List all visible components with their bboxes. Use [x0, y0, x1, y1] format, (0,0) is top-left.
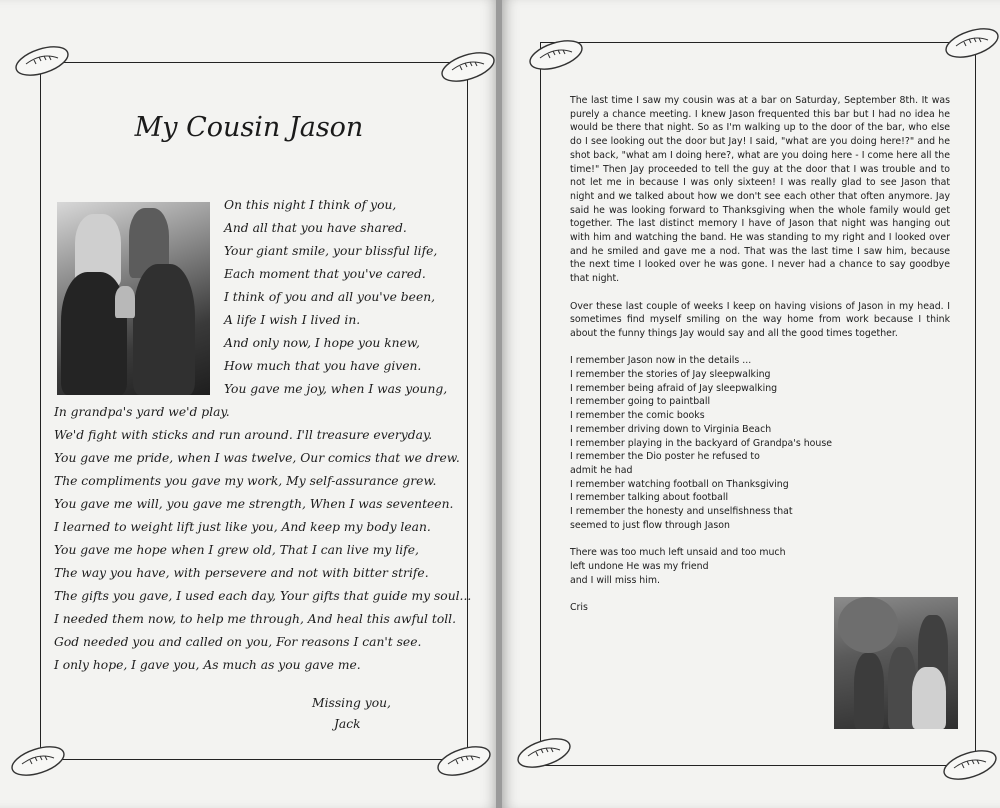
football-icon	[8, 744, 68, 778]
poem-line: Each moment that you've cared.	[224, 267, 426, 281]
tribute-text	[570, 94, 950, 615]
poem-line: A life I wish I lived in.	[224, 313, 361, 327]
closing-line: left undone He was my friend	[570, 560, 709, 572]
poem-line: The gifts you gave, I used each day, Your gifts that guide my soul...	[54, 589, 472, 603]
list-item: I remember talking about football	[570, 492, 729, 504]
family-photo	[57, 202, 210, 395]
poem-line: I think of you and all you've been,	[224, 290, 436, 304]
poem-line: In grandpa's yard we'd play.	[54, 405, 230, 419]
list-item: I remember going to paintball	[570, 396, 711, 408]
group-photo	[834, 597, 958, 729]
memory-list	[570, 354, 950, 532]
poem-line: I learned to weight lift just like you, And keep my body lean.	[54, 520, 431, 534]
paragraph: Over these last couple of weeks I keep on having visions of Jason in my head. I sometimes find myself smiling on the way home from work because I think about the funny things Jay would say and all the good times together.	[570, 300, 950, 339]
page-title: My Cousin Jason	[134, 112, 364, 143]
football-icon	[12, 44, 72, 78]
football-icon	[438, 50, 498, 84]
poem-line: And only now, I hope you knew,	[224, 336, 420, 350]
left-page	[0, 0, 498, 808]
poem-line: God needed you and called on you, For reasons I can't see.	[54, 635, 422, 649]
closing-line: and I will miss him.	[570, 574, 660, 586]
poem-line: And all that you have shared.	[224, 221, 407, 235]
football-icon	[434, 744, 494, 778]
football-icon	[940, 748, 1000, 782]
poem-line: We'd fight with sticks and run around. I'll treasure everyday.	[54, 428, 433, 442]
list-item: I remember playing in the backyard of Grandpa's house	[570, 437, 833, 449]
poem-line: You gave me pride, when I was twelve, Our comics that we drew.	[54, 451, 460, 465]
poem-line: The compliments you gave my work, My self-assurance grew.	[54, 474, 437, 488]
poem-line: The way you have, with persevere and not with bitter strife.	[54, 566, 429, 580]
list-item: I remember driving down to Virginia Beach	[570, 423, 772, 435]
signoff-name: Jack	[334, 717, 361, 731]
closing	[570, 546, 950, 587]
list-item: I remember the Dio poster he refused to	[570, 451, 760, 463]
list-item: I remember watching football on Thanksgiving	[570, 478, 789, 490]
list-item: I remember the stories of Jay sleepwalking	[570, 369, 771, 381]
football-icon	[526, 38, 586, 72]
list-item: admit he had	[570, 464, 633, 476]
poem-line: You gave me will, you gave me strength, When I was seventeen.	[54, 497, 454, 511]
signature: Cris	[570, 601, 588, 613]
list-item: I remember being afraid of Jay sleepwalking	[570, 382, 778, 394]
list-item: I remember the comic books	[570, 410, 705, 422]
list-item: seemed to just flow through Jason	[570, 519, 730, 531]
football-icon	[942, 26, 1000, 60]
football-icon	[514, 736, 574, 770]
list-item: I remember the honesty and unselfishness that	[570, 506, 793, 518]
poem-line: I only hope, I gave you, As much as you gave me.	[54, 658, 361, 672]
closing-line: There was too much left unsaid and too much	[570, 547, 786, 559]
poem-line: Your giant smile, your blissful life,	[224, 244, 438, 258]
paragraph: The last time I saw my cousin was at a bar on Saturday, September 8th. It was purely a chance meeting. I knew Jason frequented this bar but I had no idea he would be there that night. So as I'm walking up to the door of the bar, who else do I see looking out the door but Jay! I said, "what are you doing here!?" and he shot back, "what am I doing here?, what are you doing here - I come here all the time!" Then Jay proceeded to tell the guy at the door that I was trouble and to not let me in because I was only sixteen! I was really glad to see Jason that night and we talked about how we don't see each other that often anymore. Jay said he was looking forward to Thanksgiving when the whole family would get together. The last distinct memory I have of Jason that night was hanging out with him and watching the band. He was standing to my right and I looked over and he smiled and gave me a nod. That was the last time I saw him, because the next time I looked over he was gone. I never had a chance to say goodbye that night.	[570, 95, 950, 285]
poem-line: On this night I think of you,	[224, 198, 397, 212]
poem-line: I needed them now, to help me through, And heal this awful toll.	[54, 612, 457, 626]
list-item: I remember Jason now in the details ...	[570, 355, 752, 367]
signoff-line: Missing you,	[312, 696, 391, 710]
poem-line: You gave me hope when I grew old, That I can live my life,	[54, 543, 419, 557]
poem-line: You gave me joy, when I was young,	[224, 382, 448, 396]
poem-line: How much that you have given.	[224, 359, 422, 373]
